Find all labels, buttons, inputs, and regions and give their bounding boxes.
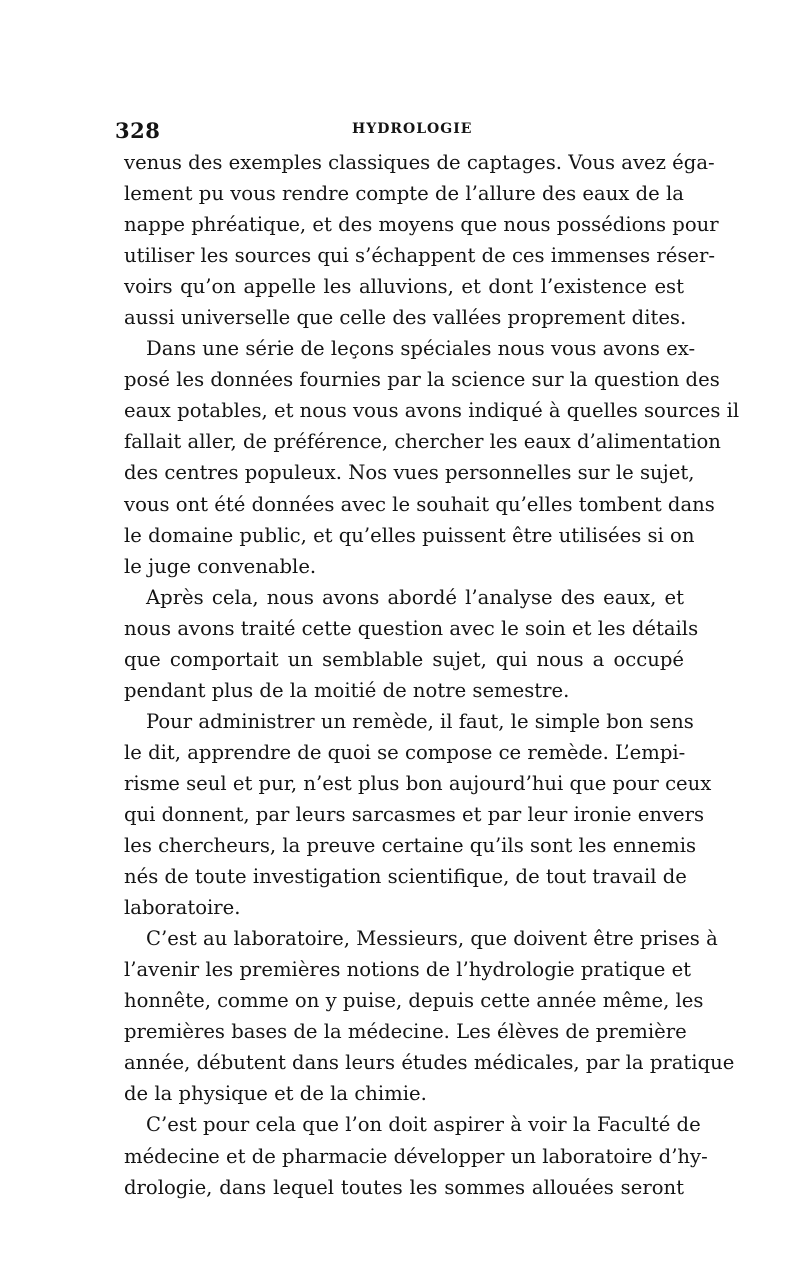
text-line: des centres populeux. Nos vues personnelles sur le sujet, <box>124 461 695 485</box>
page-number: 328 <box>115 118 161 143</box>
text-line: les chercheurs, la preuve certaine qu’ils sont les ennemis <box>124 834 697 858</box>
text-line: drologie, dans lequel toutes les sommes allouées seront <box>124 1175 684 1199</box>
text-line: année, débutent dans leurs études médicales, par la pratique <box>124 1051 735 1075</box>
text-line: fallait aller, de préférence, chercher les eaux d’alimentation <box>124 430 721 454</box>
text-line: que comportait un semblable sujet, qui nous a occupé <box>124 647 684 671</box>
text-line: laboratoire. <box>124 896 241 920</box>
text-line: l’avenir les premières notions de l’hydrologie pratique et <box>124 958 692 982</box>
text-line: eaux potables, et nous vous avons indiqué à quelles sources il <box>124 399 740 423</box>
body-text <box>124 147 740 1203</box>
running-title: HYDROLOGIE <box>352 121 473 137</box>
text-line: risme seul et pur, n’est plus bon aujourd’hui que pour ceux <box>124 771 712 795</box>
text-line: le domaine public, et qu’elles puissent être utilisées si on <box>124 523 695 547</box>
text-line: qui donnent, par leurs sarcasmes et par leur ironie envers <box>124 802 705 826</box>
text-line: voirs qu’on appelle les alluvions, et dont l’existence est <box>124 275 684 299</box>
paragraph-first-line: C’est au laboratoire, Messieurs, que doivent être prises à <box>146 927 718 951</box>
text-line: aussi universelle que celle des vallées proprement dites. <box>124 306 687 330</box>
text-line: honnête, comme on y puise, depuis cette année même, les <box>124 989 704 1013</box>
paragraph-first-line: Dans une série de leçons spéciales nous vous avons ex- <box>146 337 696 361</box>
text-line: médecine et de pharmacie développer un laboratoire d’hy- <box>124 1144 708 1168</box>
text-line: posé les données fournies par la science sur la question des <box>124 368 720 392</box>
paragraph-first-line: Pour administrer un remède, il faut, le simple bon sens <box>146 709 694 733</box>
text-line: venus des exemples classiques de captages. Vous avez éga- <box>124 151 715 174</box>
text-line: nés de toute investigation scientifique, de tout travail de <box>124 865 687 889</box>
text-line: vous ont été données avec le souhait qu’elles tombent dans <box>124 492 715 516</box>
text-line: de la physique et de la chimie. <box>124 1082 427 1106</box>
text-line: pendant plus de la moitié de notre semestre. <box>124 678 570 702</box>
text-line: nous avons traité cette question avec le soin et les détails <box>124 616 699 640</box>
text-line: le dit, apprendre de quoi se compose ce remède. L’empi- <box>124 740 686 764</box>
text-line: premières bases de la médecine. Les élèves de première <box>124 1020 687 1044</box>
paragraph-first-line: C’est pour cela que l’on doit aspirer à voir la Faculté de <box>146 1113 701 1137</box>
text-line: lement pu vous rendre compte de l’allure des eaux de la <box>124 182 684 206</box>
paragraph-first-line: Après cela, nous avons abordé l’analyse des eaux, et <box>146 585 684 609</box>
text-line: le juge convenable. <box>124 554 317 578</box>
text-line: nappe phréatique, et des moyens que nous possédions pour <box>124 213 719 237</box>
text-line: utiliser les sources qui s’échappent de ces immenses réser- <box>124 244 715 268</box>
running-head <box>0 0 800 143</box>
